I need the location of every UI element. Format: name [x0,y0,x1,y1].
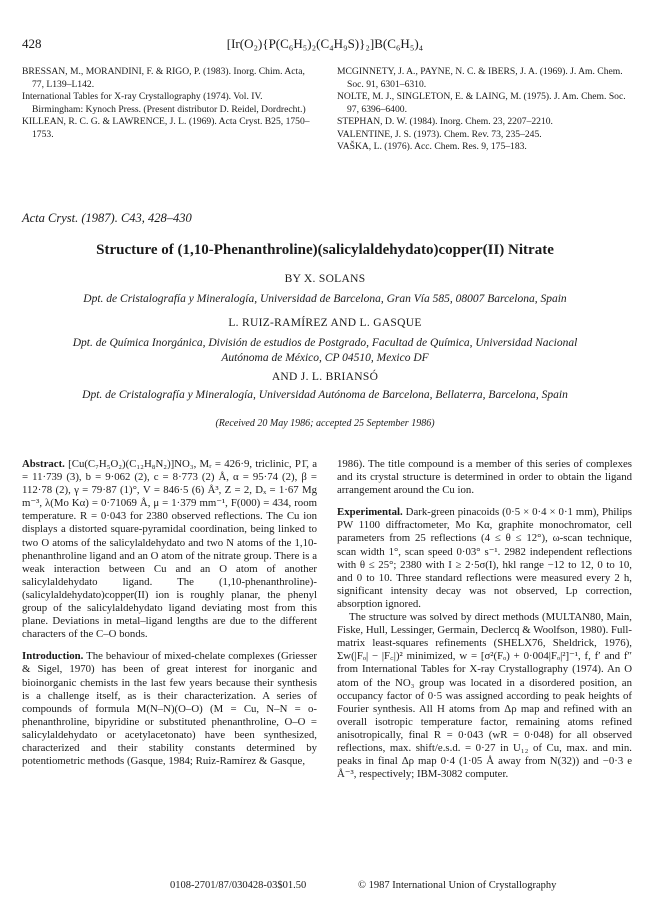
reference-item: STEPHAN, D. W. (1984). Inorg. Chem. 23, 2207–2210. [337,116,553,127]
references-right [337,66,632,154]
experimental-heading: Experimental. [337,506,403,519]
introduction-heading: Introduction. [22,650,84,663]
article-code: 0108-2701/87/030428-03$01.50 [170,880,307,891]
reference-item: International Tables for X-ray Crystallography (1974). Vol. IV. Birmingham: Kynoch Press. (Present distributor D. Reidel, Dordrecht.) [22,91,306,115]
reference-item: MCGINNETY, J. A., PAYNE, N. C. & IBERS, J. A. (1969). J. Am. Chem. Soc. 91, 6301–6310. [337,66,623,90]
references-left [22,66,312,141]
abstract-text: [Cu(C₇H₅O₂)(C₁₂H₈N₂)]NO₃, Mᵣ = 426·9, triclinic, P1̄, a = 11·739 (3), b = 9·062 (2), c = 8·773 (2) Å, α = 95·74 (2), β = 112·78 (2), γ = 79·87 (1)°, V = 846·5 (6) Å³, Z = 2, Dₓ = 1·67 Mg m⁻³, λ(Mo Kα) = 0·71069 Å, μ = 1·379 mm⁻¹, F(000) = 434, room temperature. R = 0·043 for 2380 observed reflections. The Cu ion displays a distorted square-pyramidal coordination, being linked to two O atoms of the salicylaldehydato and two N atoms of the 1,10-phenanthroline ligand and an O atom of the nitrate group. There is a weak interaction between Cu and an O atom of another salicylaldehydato ligand. The (1,10-phenanthroline)-(salicylaldehydato)copper(II) ion is roughly planar, the phenyl group of the salicylaldehydato ligand deviating most from this plane. Deviations in metal–ligand lengths are due to the different characters of the C–O bonds. [22,458,318,641]
introduction-continued: 1986). The title compound is a member of this series of complexes and its crystal structure is determined in order to obtain the ligand arrangement around the Cu ion. [337,458,632,497]
author-line-1: BY X. SOLANS [284,273,366,285]
running-title: [Ir(O₂){P(C₆H₅)₂(C₄H₉S)}₂]B(C₆H₅)₄ [226,36,424,51]
page-number: 428 [22,36,42,51]
introduction-text: The behaviour of mixed-chelate complexes (Griesser & Sigel, 1970) has been of great interest for inorganic and bioinorganic chemists in the last few years because their synthesis is a challenge itself, as is their characterization. A series of compounds of formula M(N–N)(O–O) (M = Cu, N–N = o-phenanthroline, bipyridine or substituted phenanthroline, O–O = salicylaldehydato or acetylacetonato) have been synthesized, characterized and their stability constants determined by potentiometric methods (Gasque, 1984; Ruiz-Ramírez & Gasque, [22,650,317,768]
experimental-paragraph [337,506,632,611]
copyright-notice: © 1987 International Union of Crystallography [358,880,557,891]
author-line-2: L. RUIZ-RAMÍREZ AND L. GASQUE [228,317,422,329]
affiliation-2-line-2: Autónoma de México, CP 04510, Mexico DF [221,352,429,364]
abstract-heading: Abstract. [22,458,65,470]
affiliation-2-line-1: Dpt. de Química Inorgánica, División de estudios de Postgrado, Facultad de Química, Universidad Nacional [72,337,578,349]
reference-item: VAŠKA, L. (1976). Acc. Chem. Res. 9, 175–183. [337,141,527,152]
reference-item: KILLEAN, R. C. G. & LAWRENCE, J. L. (1969). Acta Cryst. B25, 1750–1753. [22,116,310,140]
left-column [22,458,317,768]
reference-item: VALENTINE, J. S. (1973). Chem. Rev. 73, 235–245. [337,128,542,140]
right-column [337,458,632,781]
reference-item: NOLTE, M. J., SINGLETON, E. & LAING, M. (1975). J. Am. Chem. Soc. 97, 6396–6400. [337,91,626,115]
introduction-paragraph [22,650,317,768]
author-line-3: AND J. L. BRIANSÓ [271,371,379,383]
received-dates: (Received 20 May 1986; accepted 25 September 1986) [215,418,435,429]
structure-solution-paragraph: The structure was solved by direct methods (MULTAN80, Main, Fiske, Hull, Lessinger, Germain, Declercq & Woolfson, 1980). Full-matrix least-squares refinements (SHELX76, Sheldrick, 1976), Σw(|Fₒ| − |F꜀|)² minimized, w = [σ²(Fₒ) + 0·004|Fₒ|²]⁻¹, f, f′ and f″ from International Tables for X-ray Crystallography (1974). An O atom of the NO₃ group was located in a disordered position, an occupancy factor of 0·5 was assigned according to peak heights of Fourier synthesis. All H atoms from Δρ map and refined with an overall isotropic temperature factor, remaining atoms refined anisotropically, final R = 0·043 (wR = 0·048) for all observed reflections, max. shift/e.s.d. = 0·27 in U₁₂ of Cu, max. and min. peaks in final Δρ map 0·4 (1·05 Å away from N(32)) and −0·3 e Å⁻³, respectively; IBM-3082 computer. [337,611,632,781]
reference-item: BRESSAN, M., MORANDINI, F. & RIGO, P. (1983). Inorg. Chim. Acta, 77, L139–L142. [22,66,305,90]
article-title: Structure of (1,10-Phenanthroline)(salicylaldehydato)copper(II) Nitrate [96,242,554,258]
affiliation-1: Dpt. de Cristalografía y Mineralogía, Universidad de Barcelona, Gran Vía 585, 08007 Barcelona, Spain [83,293,567,305]
affiliation-3: Dpt. de Cristalografía y Mineralogía, Universidad Autónoma de Barcelona, Bellaterra, Barcelona, Spain [82,389,568,401]
experimental-text: Dark-green pinacoids (0·5 × 0·4 × 0·1 mm), Philips PW 1100 diffractometer, Mo Kα, graphite monochromator, cell parameters from 25 reflections (4 ≤ θ ≤ 12°), ω-scan technique, scan width 1°, scan speed 0·03° s⁻¹. 2982 independent reflections with θ ≤ 25°; 2380 with I ≥ 2·5σ(I), hkl range −12 to 12, 0 to 10, and 0 to 10. Three standard reflections were measured every 2 h, significant intensity decay was not observed, Lp correction, absorption ignored. [337,506,632,610]
abstract-paragraph [22,458,317,641]
journal-citation: Acta Cryst. (1987). C43, 428–430 [22,211,192,225]
